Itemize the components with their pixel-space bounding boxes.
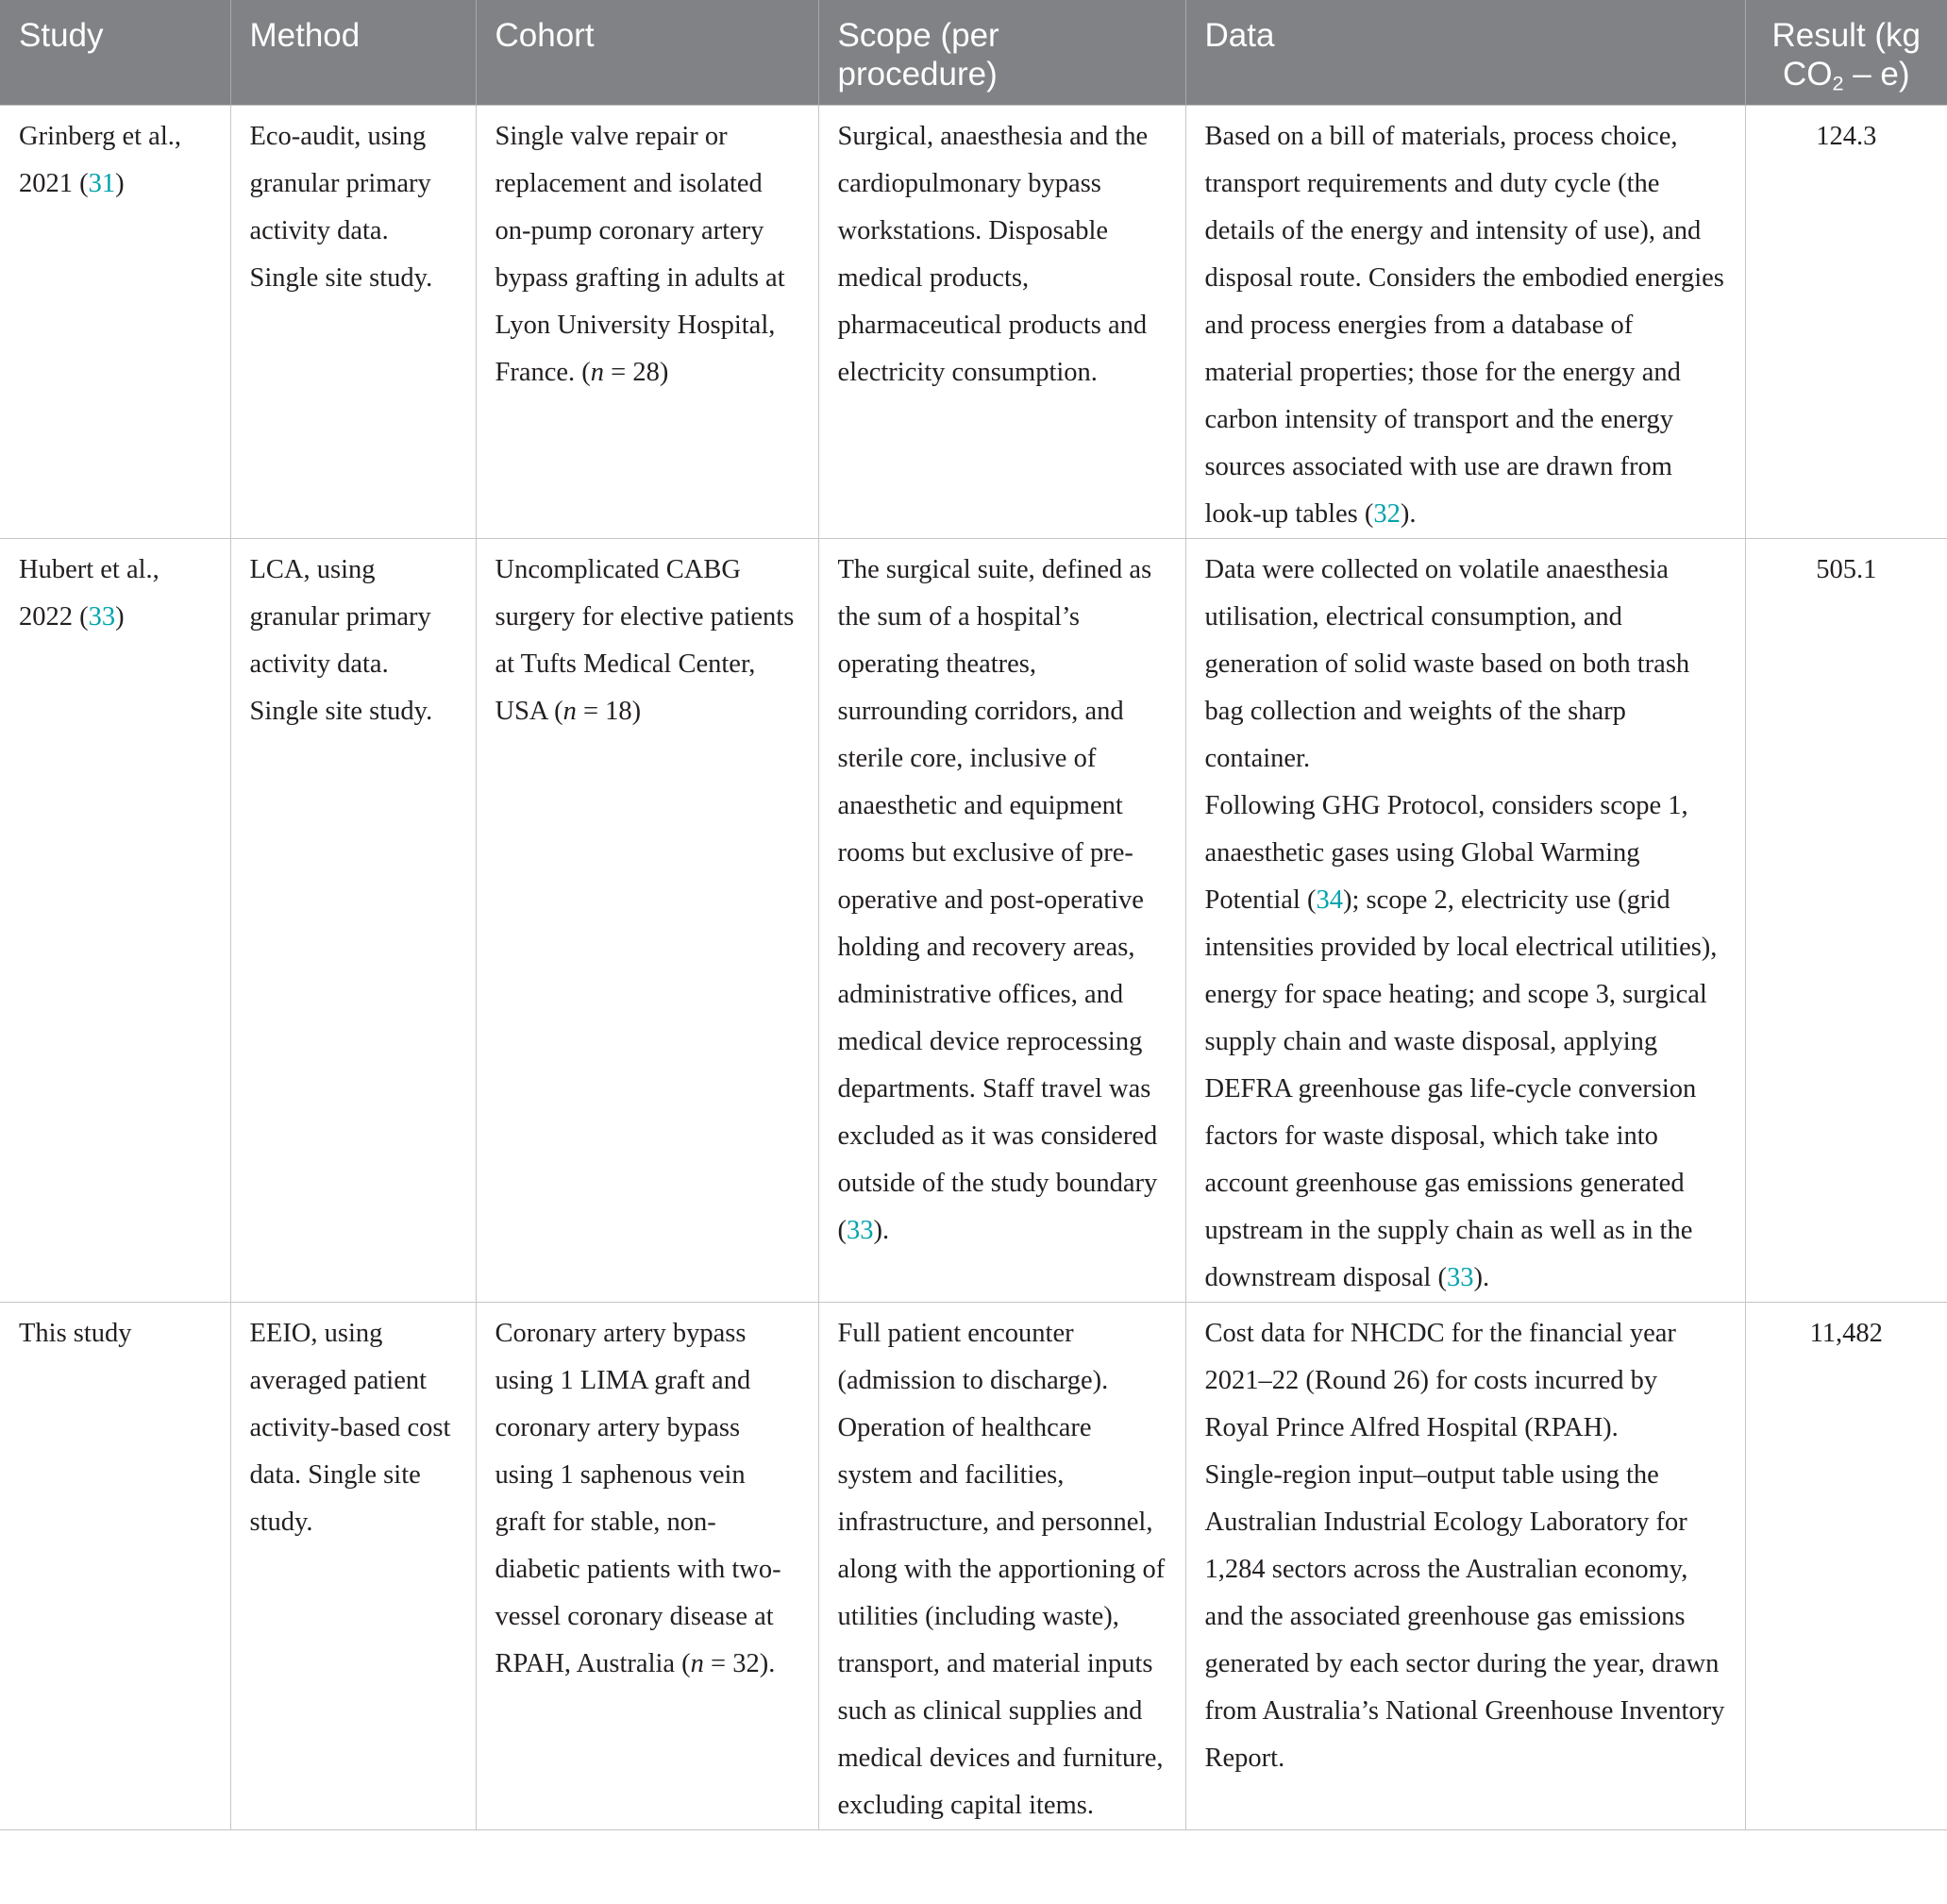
result-cell (1745, 1303, 1947, 1830)
data-paragraph-cont: ); scope 2, electricity use (grid intensities provided by local electrical utilities), energy for space heating; and scope 3, surgical supply chain and waste disposal, applying DEFRA greenhouse gas life-cycle conversion factors for waste disposal, which take into account greenhouse gas emissions generated upstream in the supply chain as well as in the downstream disposal ( (1204, 885, 1718, 1292)
cohort-n-value: = 28) (604, 358, 669, 387)
reference-link[interactable]: 33 (1446, 1263, 1474, 1292)
cohort-n-value: = 32). (703, 1649, 776, 1678)
scope-cell (818, 106, 1185, 539)
data-paragraph-tail: ). (1473, 1263, 1490, 1292)
cohort-cell (476, 1303, 818, 1830)
data-text-tail: ). (1400, 499, 1417, 529)
study-cell (0, 106, 230, 539)
method-text: LCA, using granular primary activity data. Single site study. (249, 555, 433, 726)
header-row (0, 0, 1947, 106)
reference-link[interactable]: 32 (1373, 499, 1401, 529)
study-cell (0, 539, 230, 1303)
scope-paragraph: Full patient encounter (admission to discharge). (837, 1319, 1109, 1395)
cohort-cell (476, 106, 818, 539)
data-text: Based on a bill of materials, process choice, transport requirements and duty cycle (the details of the energy and intensity of use), and disposal route. Considers the embodied energies and process energies from a database of material properties; those for the energy and carbon intensity of transport and the energy sources associated with use are drawn from look-up tables ( (1204, 122, 1724, 529)
data-cell (1185, 106, 1745, 539)
data-cell (1185, 539, 1745, 1303)
study-cell (0, 1303, 230, 1830)
method-text: Eco-audit, using granular primary activity data. Single site study. (249, 122, 433, 293)
header-result-tail: – e) (1843, 56, 1910, 93)
reference-link[interactable]: 33 (847, 1216, 874, 1245)
scope-paragraph: Operation of healthcare system and facilities, infrastructure, and personnel, along with the apportioning of utilities (including waste), transport, and material inputs such as clinical supplies and medical devices and furniture, excluding capital items. (837, 1413, 1166, 1820)
scope-cell (818, 1303, 1185, 1830)
table-row (0, 106, 1947, 539)
result-cell (1745, 539, 1947, 1303)
table-body (0, 106, 1947, 1830)
header-method: Method (230, 0, 476, 106)
method-cell (230, 106, 476, 539)
header-data: Data (1185, 0, 1745, 106)
cohort-n-value: = 18) (576, 697, 642, 726)
data-paragraph: Data were collected on volatile anaesthesia utilisation, electrical consumption, and generation of solid waste based on both trash bag collection and weights of the sharp container. (1204, 555, 1690, 773)
header-result-main: Result (kg (1771, 17, 1922, 54)
method-text: EEIO, using averaged patient activity-based cost data. Single site study. (249, 1319, 451, 1537)
result-value: 505.1 (1816, 555, 1877, 584)
study-close: ) (115, 169, 125, 198)
table-row (0, 1303, 1947, 1830)
data-cell (1185, 1303, 1745, 1830)
cohort-n-symbol: n (590, 358, 605, 387)
header-result-co: CO (1782, 56, 1833, 93)
cohort-text: Single valve repair or replacement and isolated on-pump coronary artery bypass grafting in adults at Lyon University Hospital, France. ( (495, 122, 785, 387)
study-close: ) (115, 602, 125, 632)
cohort-n-symbol: n (562, 697, 577, 726)
data-paragraph: Following GHG Protocol, considers scope 1, anaesthetic gases using Global Warming Potential ( (1204, 791, 1688, 915)
scope-text: The surgical suite, defined as the sum of a hospital’s operating theatres, surrounding corridors, and sterile core, inclusive of anaesthetic and equipment rooms but exclusive of pre-operative and post-operative holding and recovery areas, administrative offices, and medical device reprocessing departments. Staff travel was excluded as it was considered outside of the study boundary ( (837, 555, 1158, 1245)
reference-link[interactable]: 33 (88, 602, 116, 632)
cohort-cell (476, 539, 818, 1303)
header-study: Study (0, 0, 230, 106)
cohort-text: Uncomplicated CABG surgery for elective patients at Tufts Medical Center, USA ( (495, 555, 795, 726)
scope-text-tail: ). (873, 1216, 890, 1245)
header-result (1745, 0, 1947, 106)
method-cell (230, 1303, 476, 1830)
table-row (0, 539, 1947, 1303)
header-cohort: Cohort (476, 0, 818, 106)
table-header (0, 0, 1947, 106)
method-cell (230, 539, 476, 1303)
reference-link[interactable]: 34 (1316, 885, 1343, 915)
header-scope: Scope (per procedure) (818, 0, 1185, 106)
data-paragraph: Cost data for NHCDC for the financial year 2021–22 (Round 26) for costs incurred by Royal Prince Alfred Hospital (RPAH). (1204, 1319, 1676, 1442)
result-value: 124.3 (1816, 122, 1877, 151)
result-cell (1745, 106, 1947, 539)
data-paragraph: Single-region input–output table using the Australian Industrial Ecology Laboratory for 1,284 sectors across the Australian economy, and the associated greenhouse gas emissions generated by each sector during the year, drawn from Australia’s National Greenhouse Inventory Report. (1204, 1460, 1725, 1773)
study-text: Hubert et al., 2022 ( (19, 555, 159, 632)
result-value: 11,482 (1809, 1319, 1883, 1348)
study-text: Grinberg et al., 2021 ( (19, 122, 182, 198)
reference-link[interactable]: 31 (88, 169, 116, 198)
header-result-subscript: 2 (1832, 71, 1844, 95)
scope-cell (818, 539, 1185, 1303)
cohort-text: Coronary artery bypass using 1 LIMA graft and coronary artery bypass using 1 saphenous vein graft for stable, non-diabetic patients with two-vessel coronary disease at RPAH, Australia ( (495, 1319, 781, 1678)
cohort-n-symbol: n (690, 1649, 704, 1678)
study-text: This study (19, 1319, 132, 1348)
scope-text: Surgical, anaesthesia and the cardiopulmonary bypass workstations. Disposable medical products, pharmaceutical products and electricity consumption. (837, 122, 1149, 387)
